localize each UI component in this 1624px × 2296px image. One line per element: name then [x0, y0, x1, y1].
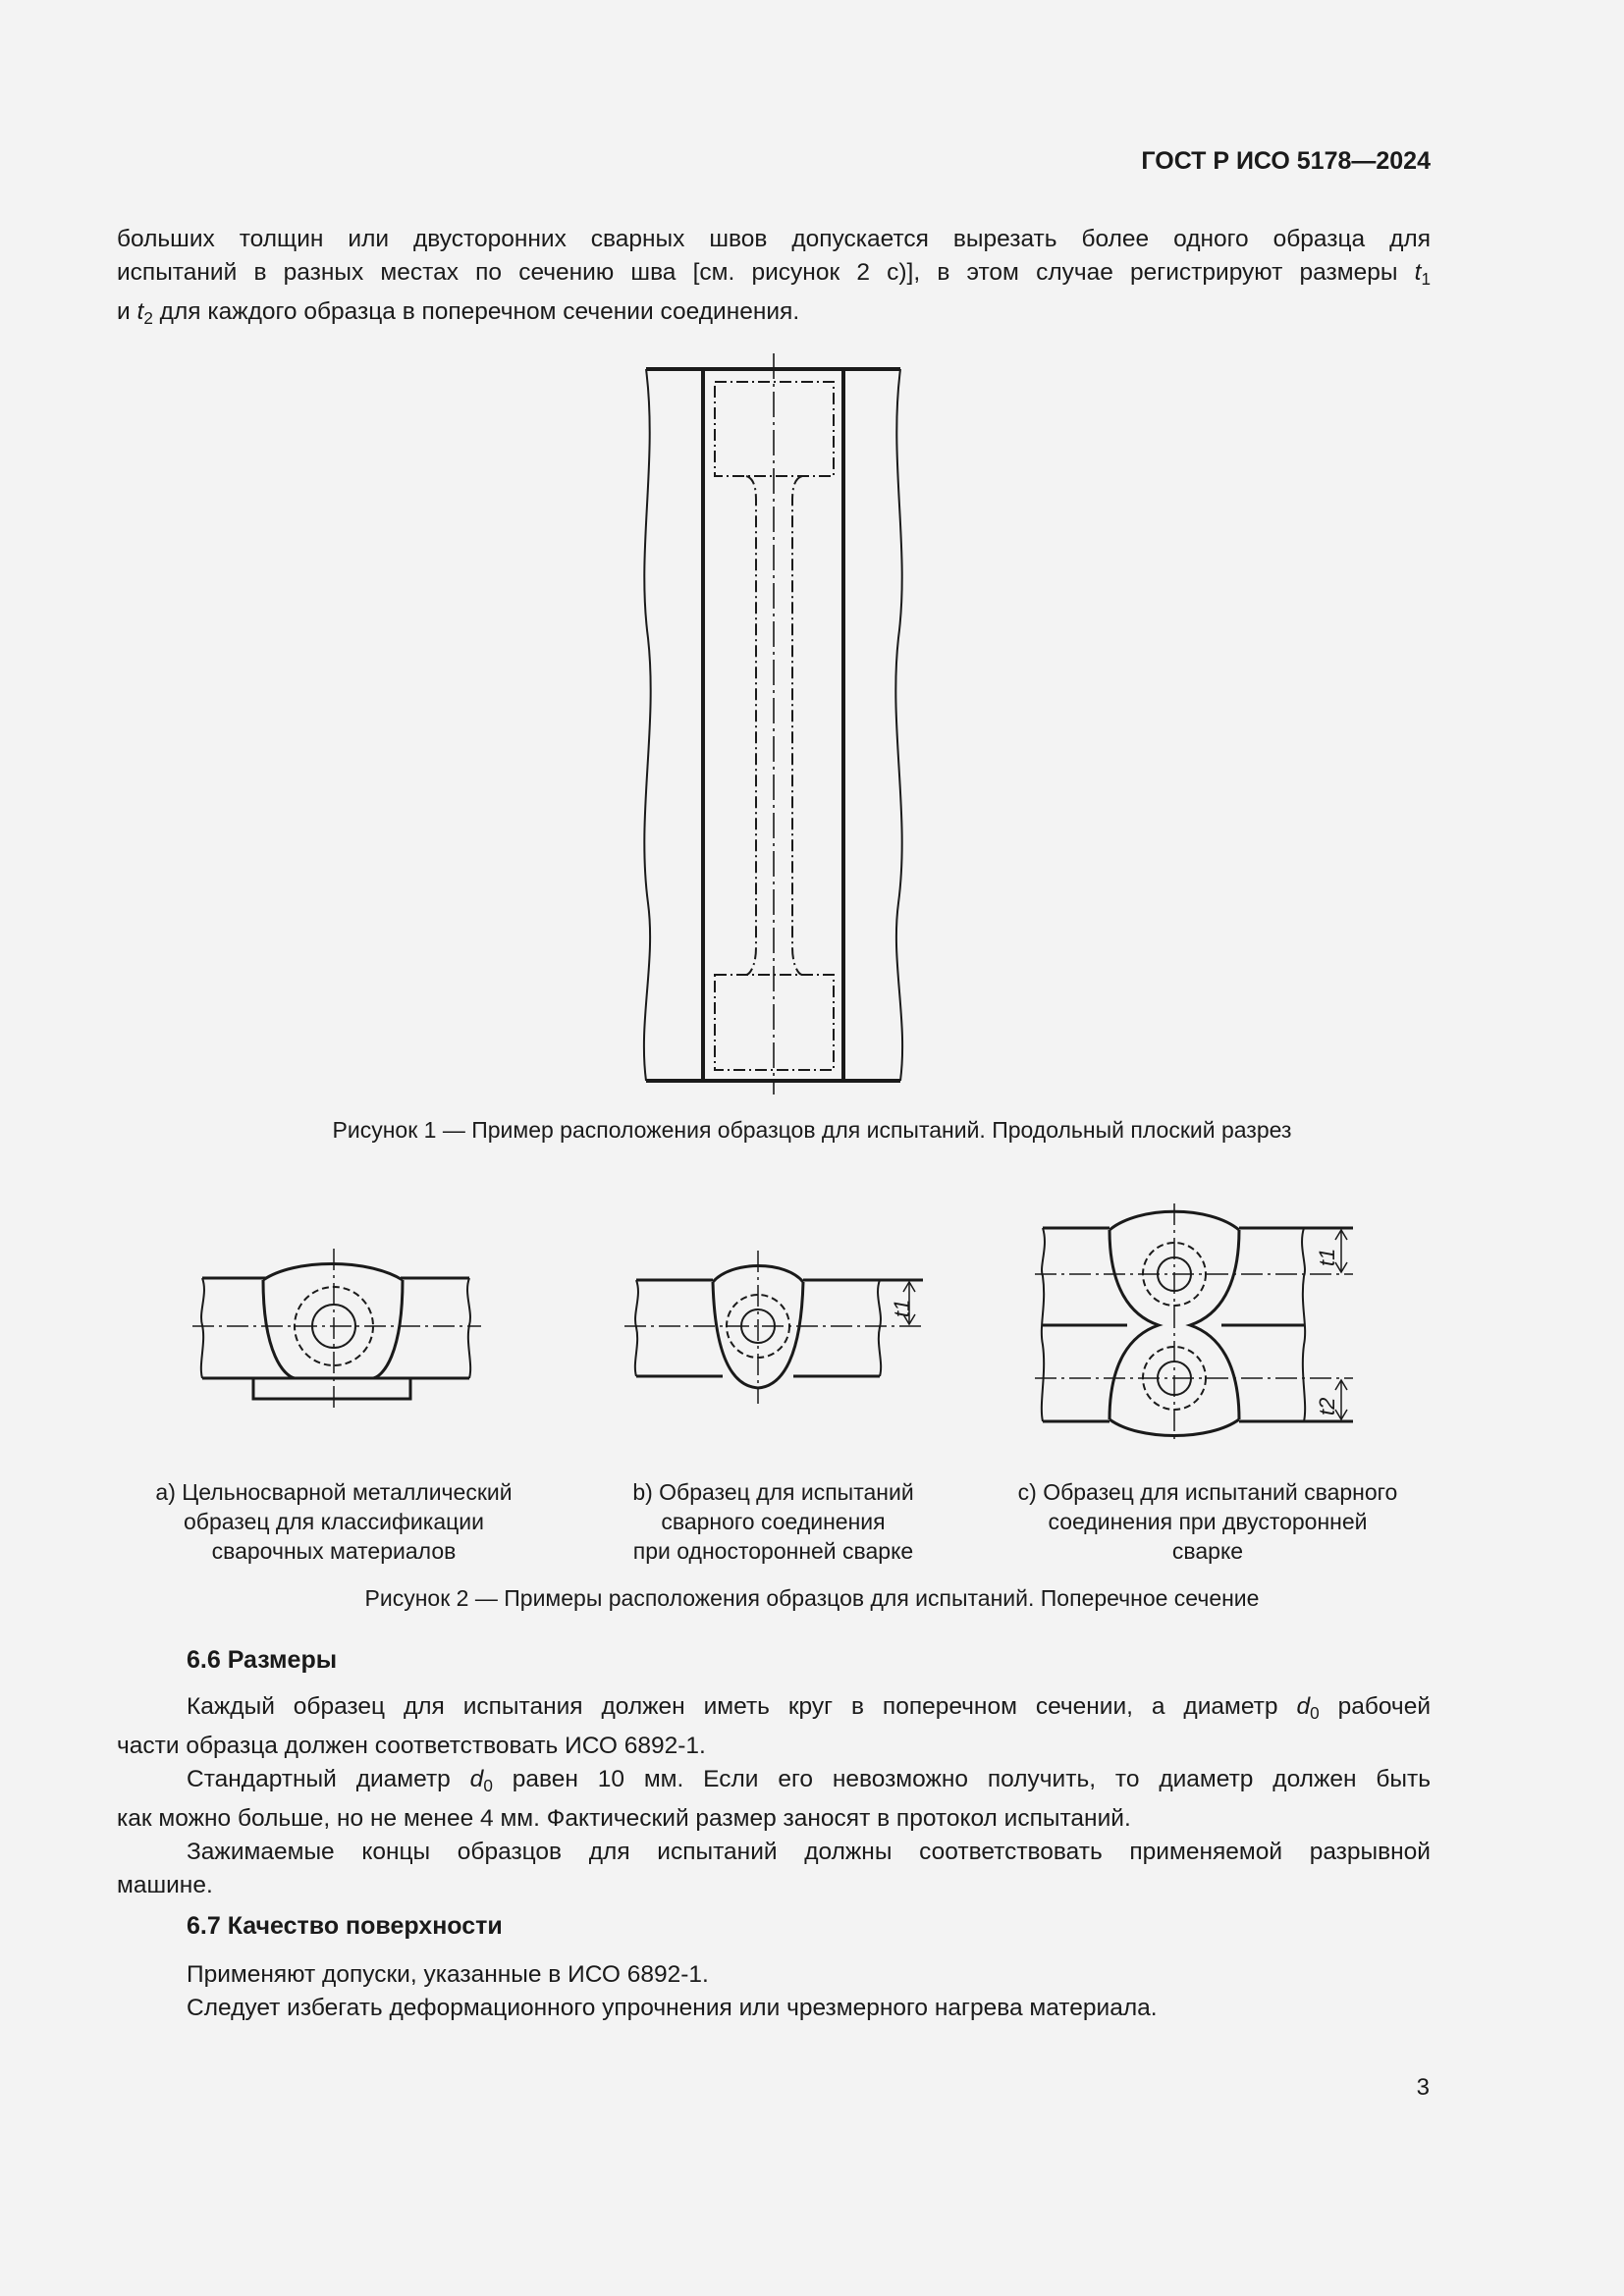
s67-p2: Следует избегать деформационного упрочнения или чрезмерного нагрева материала. — [187, 1995, 1158, 2021]
section-6-6-title: 6.6 Размеры — [187, 1646, 338, 1674]
intro-line-3-b: для каждого образца в поперечном сечении соединения. — [159, 298, 800, 325]
caption-line: сварочных материалов — [211, 1538, 457, 1564]
caption-line: a) Цельносварной металлический — [155, 1479, 513, 1505]
var-sub: 2 — [143, 308, 153, 328]
fig2b-caption — [589, 1477, 957, 1566]
caption-line: соединения при двусторонней — [1048, 1509, 1368, 1534]
document-id: ГОСТ Р ИСО 5178—2024 — [1141, 147, 1431, 175]
caption-line: образец для классификации — [184, 1509, 484, 1534]
intro-line-1: больших толщин или двусторонних сварных швов допускается вырезать более одного образца для — [117, 226, 1431, 252]
s66-p2-b: равен 10 мм. Если его невозможно получить, то диаметр должен быть — [512, 1766, 1431, 1792]
figure-2-caption: Рисунок 2 — Примеры расположения образцов для испытаний. Поперечное сечение — [364, 1585, 1260, 1611]
fig2a-caption — [128, 1477, 540, 1566]
s66-p2-line1 — [117, 1763, 1431, 1802]
page-number: 3 — [1416, 2074, 1430, 2101]
s66-p2-a: Стандартный диаметр — [187, 1766, 451, 1792]
var-t: t — [1414, 259, 1422, 286]
var-sub: 0 — [483, 1776, 493, 1795]
intro-line-3-a: и — [117, 298, 131, 325]
fig2c-caption — [992, 1477, 1424, 1566]
var-d: d — [469, 1766, 484, 1792]
fig2b-specimen — [624, 1251, 923, 1404]
section-6-6-body — [117, 1690, 1431, 1902]
caption-line: сварного соединения — [661, 1509, 886, 1534]
s66-p3-line1: Зажимаемые концы образцов для испытаний должны соответствовать применяемой разрывной — [187, 1839, 1431, 1865]
fig2a-specimen — [192, 1249, 481, 1410]
s66-p1-line1 — [117, 1690, 1431, 1730]
s66-p1-line2: части образца должен соответствовать ИСО 6892-1. — [117, 1733, 706, 1759]
caption-line: сварке — [1171, 1538, 1244, 1564]
var-sub: 1 — [1421, 269, 1432, 289]
intro-line-2-text: испытаний в разных местах по сечению шва [см. рисунок 2 с)], в этом случае регистрируют размеры — [117, 259, 1398, 286]
fig2c-t1-label: t1 — [1315, 1248, 1339, 1266]
s66-p3-line2: машине. — [117, 1872, 213, 1898]
fig2b-t1-label: t1 — [890, 1299, 914, 1317]
section-6-7-body — [117, 1958, 1431, 2025]
caption-line: c) Образец для испытаний сварного — [1017, 1479, 1398, 1505]
figure-1-caption: Рисунок 1 — Пример расположения образцов для испытаний. Продольный плоский разрез — [332, 1117, 1292, 1143]
var-d: d — [1296, 1693, 1311, 1720]
s66-p2-line2: как можно больше, но не менее 4 мм. Фактический размер заносят в протокол испытаний. — [117, 1805, 1131, 1832]
s66-p1-b: рабочей — [1337, 1693, 1432, 1720]
var-t: t — [136, 298, 144, 325]
caption-line: b) Образец для испытаний — [632, 1479, 914, 1505]
s66-p1-a: Каждый образец для испытания должен иметь круг в поперечном сечении, а диаметр — [187, 1693, 1278, 1720]
fig2c-t2-label: t2 — [1315, 1397, 1339, 1415]
fig2c-specimen — [1035, 1203, 1353, 1443]
var-sub: 0 — [1310, 1703, 1320, 1723]
section-6-7-title: 6.7 Качество поверхности — [187, 1912, 503, 1940]
caption-line: при односторонней сварке — [632, 1538, 914, 1564]
s67-p1: Применяют допуски, указанные в ИСО 6892-1. — [187, 1961, 709, 1988]
